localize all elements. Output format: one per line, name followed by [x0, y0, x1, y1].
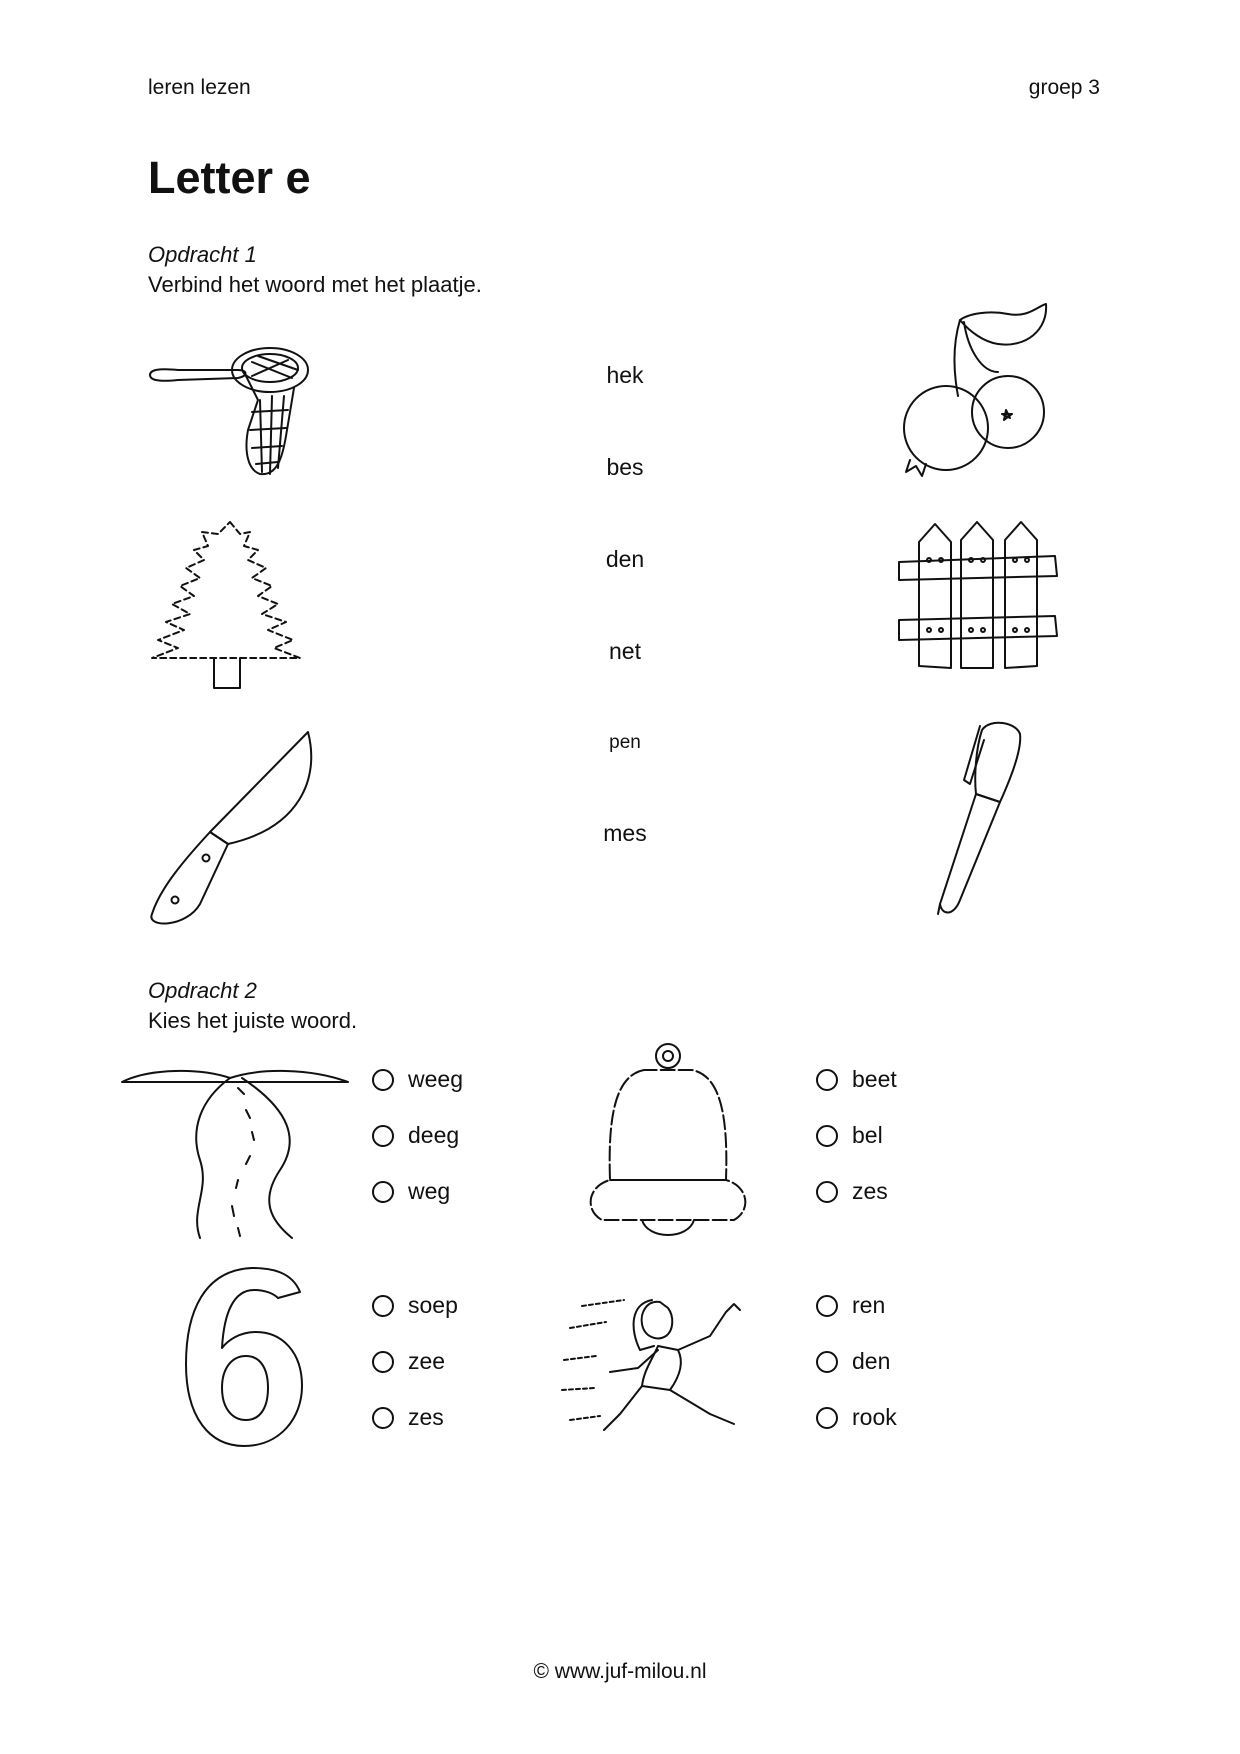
- knife-icon: [150, 728, 315, 928]
- bell-icon: [578, 1040, 758, 1250]
- road-icon: [120, 1060, 350, 1240]
- header-left: leren lezen: [148, 76, 251, 99]
- radio-button[interactable]: [372, 1181, 394, 1203]
- word-pen: pen: [609, 732, 641, 753]
- radio-button[interactable]: [816, 1351, 838, 1373]
- task1-title: Opdracht 1: [148, 242, 257, 267]
- word-den: den: [605, 546, 645, 572]
- radio-button[interactable]: [372, 1125, 394, 1147]
- q1-option-weg[interactable]: weg: [372, 1178, 450, 1205]
- running-girl-icon: [560, 1290, 755, 1450]
- fence-icon: [895, 520, 1067, 670]
- pine-tree-icon: [148, 520, 313, 690]
- q2-option-bel[interactable]: bel: [816, 1122, 883, 1149]
- task2-instruction: Kies het juiste woord.: [148, 1008, 358, 1033]
- footer-copyright: © www.juf-milou.nl: [533, 1660, 707, 1683]
- q3-option-zee[interactable]: zee: [372, 1348, 445, 1375]
- q2-option-beet[interactable]: beet: [816, 1066, 897, 1093]
- q3-option-soep[interactable]: soep: [372, 1292, 458, 1319]
- q4-option-ren[interactable]: ren: [816, 1292, 885, 1319]
- q4-option-den[interactable]: den: [816, 1348, 890, 1375]
- radio-button[interactable]: [372, 1069, 394, 1091]
- radio-button[interactable]: [816, 1295, 838, 1317]
- word-hek: hek: [606, 362, 644, 388]
- radio-button[interactable]: [816, 1181, 838, 1203]
- berry-icon: [898, 300, 1058, 480]
- word-bes: bes: [606, 454, 644, 480]
- radio-button[interactable]: [816, 1069, 838, 1091]
- pen-icon: [920, 720, 1030, 920]
- task1-instruction: Verbind het woord met het plaatje.: [148, 272, 482, 297]
- radio-button[interactable]: [372, 1407, 394, 1429]
- word-net: net: [609, 638, 641, 664]
- q4-option-rook[interactable]: rook: [816, 1404, 897, 1431]
- radio-button[interactable]: [372, 1351, 394, 1373]
- number-six-icon: [182, 1268, 306, 1448]
- radio-button[interactable]: [372, 1295, 394, 1317]
- q3-option-zes[interactable]: zes: [372, 1404, 444, 1431]
- q1-option-deeg[interactable]: deeg: [372, 1122, 459, 1149]
- radio-button[interactable]: [816, 1125, 838, 1147]
- task2-title: Opdracht 2: [148, 978, 257, 1003]
- net-icon: [148, 340, 318, 480]
- q1-option-weeg[interactable]: weeg: [372, 1066, 463, 1093]
- word-mes: mes: [603, 820, 647, 846]
- header-right: groep 3: [1028, 76, 1100, 99]
- radio-button[interactable]: [816, 1407, 838, 1429]
- q2-option-zes[interactable]: zes: [816, 1178, 888, 1205]
- page-title: Letter e: [148, 152, 311, 203]
